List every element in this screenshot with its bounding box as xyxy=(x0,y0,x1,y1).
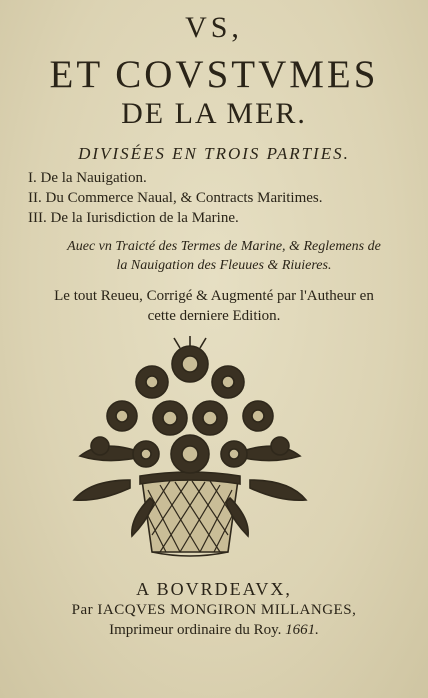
part-item: I. De la Nauigation. xyxy=(28,170,147,186)
imprint-printer: Par IACQVES MONGIRON MILLANGES, xyxy=(71,602,357,618)
title-line-3: DE LA MER. xyxy=(121,97,307,130)
edition-note xyxy=(24,286,404,326)
title-line-1: VS, xyxy=(185,11,243,44)
imprint-office: Imprimeur ordinaire du Roy. xyxy=(109,622,282,638)
part-item: II. Du Commerce Naual, & Contracts Maritimes. xyxy=(28,190,323,206)
edition-line-1: Le tout Reueu, Corrigé & Augmenté par l'Autheur en xyxy=(54,288,374,304)
part-item: III. De la Iurisdiction de la Marine. xyxy=(28,210,239,226)
imprint-place: A BOVRDEAVX, xyxy=(136,579,292,599)
title-line-2: ET COVSTVMES xyxy=(49,53,379,96)
edition-line-2: cette derniere Edition. xyxy=(147,308,281,324)
flower-basket-icon xyxy=(60,330,320,570)
parts-list xyxy=(28,168,323,228)
subtitle: DIVISÉES EN TROIS PARTIES. xyxy=(78,144,350,163)
treatise-note xyxy=(34,237,414,275)
imprint-office-line xyxy=(0,620,428,640)
imprint-year: 1661. xyxy=(285,622,319,638)
treatise-line-1: Auec vn Traicté des Termes de Marine, & Reglemens de xyxy=(67,239,381,254)
treatise-line-2: la Nauigation des Fleuues & Riuieres. xyxy=(116,258,332,273)
